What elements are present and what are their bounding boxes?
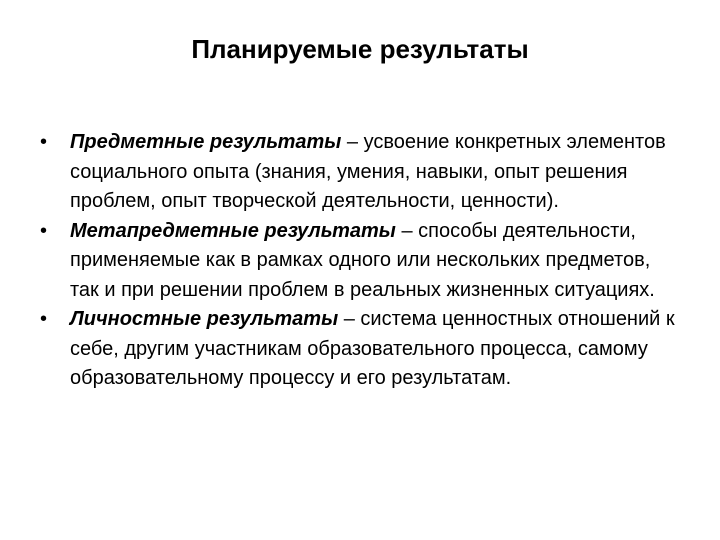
bullet-item-personal-results <box>36 305 684 394</box>
bullet-text: – усвоение конкретных элементов социального опыта (знания, умения, навыки, опыт решения проблем, опыт творческой деятельности, ценности). <box>70 131 666 212</box>
slide-title: Планируемые результаты <box>191 34 529 64</box>
bullet-text: – способы деятельности, применяемые как в рамках одного или нескольких предметов, так и при решении проблем в реальных жизненных ситуациях. <box>70 219 655 301</box>
bullet-term: Предметные результаты <box>70 131 342 153</box>
bullet-icon: • <box>40 308 48 330</box>
bullet-list <box>36 128 684 394</box>
bullet-term: Метапредметные результаты <box>70 219 396 242</box>
bullet-item-subject-results <box>36 128 684 217</box>
bullet-item-metasubject-results <box>36 217 684 306</box>
bullet-text: – система ценностных отношений к себе, другим участникам образовательного процесса, самому образовательному процессу и его результатам. <box>70 308 675 389</box>
bullet-term: Личностные результаты <box>70 308 339 330</box>
bullet-icon: • <box>40 131 48 153</box>
bullet-icon: • <box>40 219 48 242</box>
